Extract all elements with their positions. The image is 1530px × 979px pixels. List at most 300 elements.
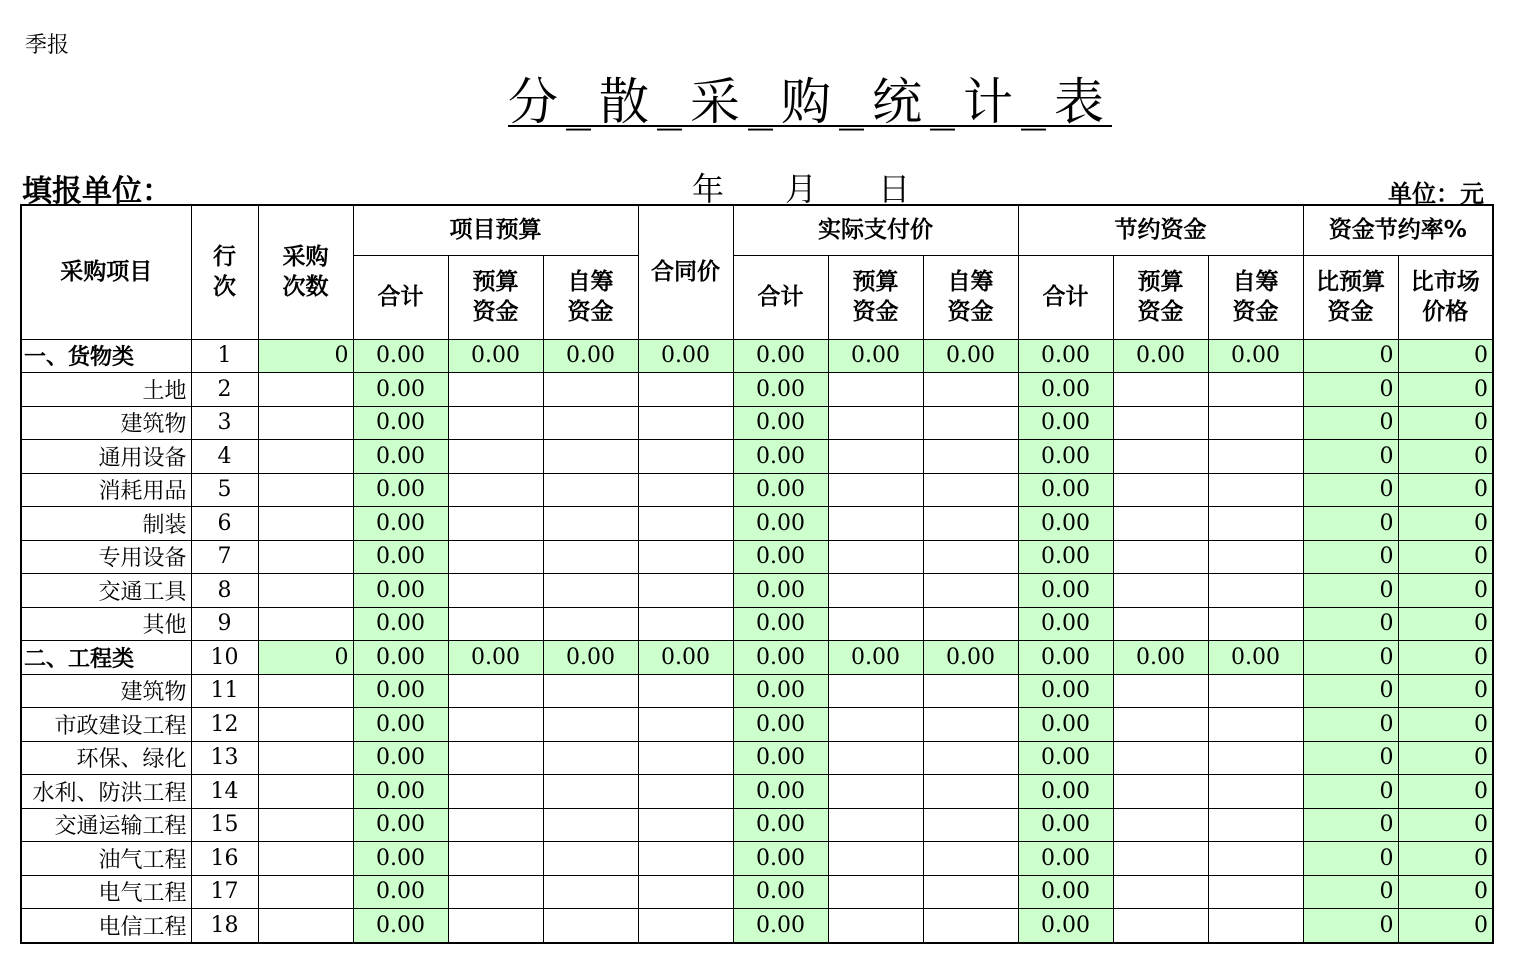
cell-b-self	[543, 674, 638, 708]
cell-b-budget	[448, 406, 543, 440]
cell-count	[258, 875, 353, 909]
cell-s-budget	[1113, 842, 1208, 876]
cell-s-total: 0.00	[1018, 574, 1113, 608]
cell-s-budget	[1113, 406, 1208, 440]
cell-r-budget: 0	[1303, 708, 1398, 742]
cell-count: 0	[258, 339, 353, 373]
cell-s-budget: 0.00	[1113, 339, 1208, 373]
cell-a-budget	[828, 674, 923, 708]
cell-r-market: 0	[1398, 507, 1493, 541]
cell-contract	[638, 574, 733, 608]
cell-a-total: 0.00	[733, 674, 828, 708]
cell-a-budget	[828, 708, 923, 742]
cell-contract	[638, 875, 733, 909]
cell-s-total: 0.00	[1018, 708, 1113, 742]
cell-a-self	[923, 473, 1018, 507]
cell-s-self	[1208, 440, 1303, 474]
cell-s-self	[1208, 574, 1303, 608]
cell-a-self	[923, 775, 1018, 809]
cell-a-total: 0.00	[733, 741, 828, 775]
cell-r-market: 0	[1398, 808, 1493, 842]
cell-a-budget: 0.00	[828, 339, 923, 373]
cell-s-self	[1208, 473, 1303, 507]
cell-b-total: 0.00	[353, 473, 448, 507]
cell-name: 建筑物	[21, 674, 191, 708]
cell-name: 电信工程	[21, 909, 191, 943]
cell-b-self	[543, 808, 638, 842]
cell-s-self	[1208, 842, 1303, 876]
cell-count	[258, 507, 353, 541]
cell-contract	[638, 842, 733, 876]
cell-r-budget: 0	[1303, 540, 1398, 574]
cell-a-budget	[828, 473, 923, 507]
cell-b-self	[543, 507, 638, 541]
cell-count	[258, 406, 353, 440]
table-row	[21, 708, 1493, 742]
cell-name: 交通工具	[21, 574, 191, 608]
cell-s-total: 0.00	[1018, 440, 1113, 474]
cell-b-total: 0.00	[353, 909, 448, 943]
cell-b-budget	[448, 607, 543, 641]
cell-r-market: 0	[1398, 339, 1493, 373]
cell-count	[258, 373, 353, 407]
cell-s-budget	[1113, 440, 1208, 474]
cell-r-budget: 0	[1303, 373, 1398, 407]
cell-b-self	[543, 373, 638, 407]
cell-b-self	[543, 741, 638, 775]
cell-r-market: 0	[1398, 641, 1493, 675]
cell-b-budget	[448, 775, 543, 809]
cell-r-budget: 0	[1303, 473, 1398, 507]
cell-name: 建筑物	[21, 406, 191, 440]
cell-a-budget	[828, 507, 923, 541]
cell-a-budget	[828, 607, 923, 641]
cell-a-budget	[828, 440, 923, 474]
cell-s-self: 0.00	[1208, 339, 1303, 373]
cell-b-budget	[448, 574, 543, 608]
header-item: 采购项目	[21, 205, 191, 339]
cell-a-budget	[828, 373, 923, 407]
cell-b-total: 0.00	[353, 507, 448, 541]
cell-a-total: 0.00	[733, 808, 828, 842]
cell-b-total: 0.00	[353, 641, 448, 675]
cell-count	[258, 607, 353, 641]
table-row	[21, 842, 1493, 876]
table-row	[21, 440, 1493, 474]
cell-a-self	[923, 674, 1018, 708]
cell-name: 专用设备	[21, 540, 191, 574]
cell-a-self: 0.00	[923, 339, 1018, 373]
cell-contract	[638, 808, 733, 842]
cell-b-self	[543, 440, 638, 474]
cell-a-budget	[828, 574, 923, 608]
header-budget-self-fund: 自筹资金	[543, 255, 638, 339]
cell-r-budget: 0	[1303, 507, 1398, 541]
table-row	[21, 473, 1493, 507]
cell-a-self	[923, 373, 1018, 407]
cell-a-total: 0.00	[733, 842, 828, 876]
header-budget-group: 项目预算	[353, 205, 638, 255]
header-vs-market: 比市场价格	[1398, 255, 1493, 339]
cell-a-self	[923, 507, 1018, 541]
cell-b-self	[543, 540, 638, 574]
cell-a-self	[923, 909, 1018, 943]
cell-b-budget	[448, 507, 543, 541]
header-purchase-count: 采购次数	[258, 205, 353, 339]
cell-b-budget	[448, 373, 543, 407]
table-row	[21, 406, 1493, 440]
cell-contract	[638, 674, 733, 708]
cell-no: 15	[191, 808, 258, 842]
cell-a-self: 0.00	[923, 641, 1018, 675]
cell-name: 其他	[21, 607, 191, 641]
cell-a-self	[923, 741, 1018, 775]
cell-b-self	[543, 406, 638, 440]
cell-b-budget	[448, 540, 543, 574]
table-row	[21, 373, 1493, 407]
table-row	[21, 607, 1493, 641]
cell-contract	[638, 406, 733, 440]
cell-a-self	[923, 875, 1018, 909]
header-contract-price: 合同价	[638, 205, 733, 339]
cell-a-self	[923, 842, 1018, 876]
cell-count	[258, 440, 353, 474]
cell-b-total: 0.00	[353, 406, 448, 440]
cell-s-self: 0.00	[1208, 641, 1303, 675]
cell-b-total: 0.00	[353, 339, 448, 373]
table-row	[21, 540, 1493, 574]
cell-a-total: 0.00	[733, 641, 828, 675]
cell-s-total: 0.00	[1018, 607, 1113, 641]
cell-s-budget	[1113, 909, 1208, 943]
cell-count	[258, 674, 353, 708]
cell-a-total: 0.00	[733, 607, 828, 641]
cell-count	[258, 741, 353, 775]
cell-a-self	[923, 808, 1018, 842]
cell-a-total: 0.00	[733, 373, 828, 407]
cell-no: 9	[191, 607, 258, 641]
cell-b-budget	[448, 909, 543, 943]
cell-b-total: 0.00	[353, 808, 448, 842]
cell-b-self	[543, 875, 638, 909]
cell-r-market: 0	[1398, 473, 1493, 507]
cell-a-self	[923, 440, 1018, 474]
cell-count	[258, 574, 353, 608]
cell-contract	[638, 775, 733, 809]
cell-s-total: 0.00	[1018, 909, 1113, 943]
cell-b-self	[543, 708, 638, 742]
cell-b-total: 0.00	[353, 373, 448, 407]
cell-no: 12	[191, 708, 258, 742]
cell-contract	[638, 607, 733, 641]
cell-r-budget: 0	[1303, 440, 1398, 474]
cell-a-self	[923, 607, 1018, 641]
cell-s-budget	[1113, 674, 1208, 708]
cell-b-total: 0.00	[353, 875, 448, 909]
cell-r-market: 0	[1398, 674, 1493, 708]
cell-r-budget: 0	[1303, 909, 1398, 943]
cell-a-budget: 0.00	[828, 641, 923, 675]
cell-no: 2	[191, 373, 258, 407]
cell-r-budget: 0	[1303, 808, 1398, 842]
cell-name: 土地	[21, 373, 191, 407]
cell-s-budget	[1113, 741, 1208, 775]
cell-r-market: 0	[1398, 540, 1493, 574]
cell-count	[258, 842, 353, 876]
cell-a-budget	[828, 741, 923, 775]
cell-b-budget	[448, 440, 543, 474]
cell-s-total: 0.00	[1018, 373, 1113, 407]
table-row	[21, 741, 1493, 775]
header-actual-budget-fund: 预算资金	[828, 255, 923, 339]
cell-a-budget	[828, 909, 923, 943]
cell-s-self	[1208, 909, 1303, 943]
cell-s-budget	[1113, 875, 1208, 909]
header-actual-group: 实际支付价	[733, 205, 1018, 255]
cell-s-total: 0.00	[1018, 507, 1113, 541]
cell-count	[258, 909, 353, 943]
cell-r-budget: 0	[1303, 842, 1398, 876]
cell-no: 1	[191, 339, 258, 373]
cell-name: 一、货物类	[21, 339, 191, 373]
cell-no: 11	[191, 674, 258, 708]
cell-a-total: 0.00	[733, 775, 828, 809]
cell-b-budget	[448, 741, 543, 775]
cell-s-self	[1208, 373, 1303, 407]
cell-s-total: 0.00	[1018, 842, 1113, 876]
header-rate-group: 资金节约率%	[1303, 205, 1493, 255]
cell-a-budget	[828, 540, 923, 574]
cell-s-total: 0.00	[1018, 775, 1113, 809]
cell-s-budget	[1113, 373, 1208, 407]
cell-s-budget	[1113, 808, 1208, 842]
procurement-stats-table	[20, 204, 1494, 944]
header-actual-total: 合计	[733, 255, 828, 339]
cell-s-budget	[1113, 708, 1208, 742]
cell-b-self	[543, 909, 638, 943]
cell-contract: 0.00	[638, 339, 733, 373]
cell-b-total: 0.00	[353, 574, 448, 608]
cell-s-budget	[1113, 507, 1208, 541]
table-row	[21, 641, 1493, 675]
cell-name: 通用设备	[21, 440, 191, 474]
cell-r-budget: 0	[1303, 339, 1398, 373]
cell-contract	[638, 909, 733, 943]
cell-contract	[638, 373, 733, 407]
cell-b-total: 0.00	[353, 842, 448, 876]
header-actual-self-fund: 自筹资金	[923, 255, 1018, 339]
cell-b-total: 0.00	[353, 674, 448, 708]
cell-b-total: 0.00	[353, 607, 448, 641]
cell-s-total: 0.00	[1018, 674, 1113, 708]
cell-b-self	[543, 574, 638, 608]
cell-name: 油气工程	[21, 842, 191, 876]
cell-b-budget	[448, 842, 543, 876]
header-saving-total: 合计	[1018, 255, 1113, 339]
cell-s-total: 0.00	[1018, 641, 1113, 675]
cell-r-market: 0	[1398, 373, 1493, 407]
cell-b-budget	[448, 708, 543, 742]
unit-label: 单位：元	[1388, 180, 1484, 208]
cell-s-self	[1208, 741, 1303, 775]
cell-s-total: 0.00	[1018, 741, 1113, 775]
table-row	[21, 808, 1493, 842]
cell-s-total: 0.00	[1018, 875, 1113, 909]
cell-contract	[638, 540, 733, 574]
cell-name: 消耗用品	[21, 473, 191, 507]
cell-b-self: 0.00	[543, 641, 638, 675]
cell-r-budget: 0	[1303, 741, 1398, 775]
cell-a-total: 0.00	[733, 875, 828, 909]
cell-a-total: 0.00	[733, 909, 828, 943]
table-row	[21, 339, 1493, 373]
cell-a-self	[923, 574, 1018, 608]
cell-a-total: 0.00	[733, 708, 828, 742]
cell-r-market: 0	[1398, 741, 1493, 775]
cell-count	[258, 775, 353, 809]
cell-s-budget	[1113, 574, 1208, 608]
cell-b-total: 0.00	[353, 741, 448, 775]
cell-contract	[638, 440, 733, 474]
cell-a-budget	[828, 842, 923, 876]
cell-b-self	[543, 473, 638, 507]
cell-contract	[638, 708, 733, 742]
cell-r-budget: 0	[1303, 607, 1398, 641]
cell-a-total: 0.00	[733, 406, 828, 440]
cell-name: 交通运输工程	[21, 808, 191, 842]
cell-r-market: 0	[1398, 775, 1493, 809]
cell-s-budget	[1113, 540, 1208, 574]
cell-b-self: 0.00	[543, 339, 638, 373]
cell-s-self	[1208, 674, 1303, 708]
cell-r-market: 0	[1398, 406, 1493, 440]
cell-name: 市政建设工程	[21, 708, 191, 742]
cell-s-self	[1208, 775, 1303, 809]
table-row	[21, 775, 1493, 809]
cell-b-budget	[448, 808, 543, 842]
cell-s-self	[1208, 540, 1303, 574]
header-saving-self-fund: 自筹资金	[1208, 255, 1303, 339]
cell-count	[258, 540, 353, 574]
cell-b-self	[543, 775, 638, 809]
cell-s-total: 0.00	[1018, 406, 1113, 440]
cell-name: 制装	[21, 507, 191, 541]
cell-s-self	[1208, 607, 1303, 641]
cell-b-self	[543, 607, 638, 641]
cell-b-budget	[448, 674, 543, 708]
cell-no: 6	[191, 507, 258, 541]
cell-no: 3	[191, 406, 258, 440]
header-vs-budget: 比预算资金	[1303, 255, 1398, 339]
cell-s-budget	[1113, 775, 1208, 809]
cell-s-self	[1208, 708, 1303, 742]
cell-r-budget: 0	[1303, 641, 1398, 675]
cell-b-budget: 0.00	[448, 641, 543, 675]
cell-no: 4	[191, 440, 258, 474]
cell-s-total: 0.00	[1018, 473, 1113, 507]
cell-s-budget	[1113, 607, 1208, 641]
page-title: 分_散_采_购_统_计_表	[508, 73, 1112, 131]
cell-s-self	[1208, 507, 1303, 541]
cell-r-market: 0	[1398, 842, 1493, 876]
cell-no: 5	[191, 473, 258, 507]
cell-a-self	[923, 540, 1018, 574]
cell-b-total: 0.00	[353, 708, 448, 742]
cell-b-budget	[448, 875, 543, 909]
cell-a-total: 0.00	[733, 473, 828, 507]
report-type-label: 季报	[25, 33, 70, 58]
cell-b-total: 0.00	[353, 440, 448, 474]
cell-no: 8	[191, 574, 258, 608]
cell-a-self	[923, 708, 1018, 742]
cell-s-self	[1208, 808, 1303, 842]
cell-r-market: 0	[1398, 909, 1493, 943]
cell-count	[258, 473, 353, 507]
cell-b-budget	[448, 473, 543, 507]
cell-count	[258, 808, 353, 842]
cell-r-budget: 0	[1303, 875, 1398, 909]
cell-a-self	[923, 406, 1018, 440]
cell-b-budget: 0.00	[448, 339, 543, 373]
header-budget-total: 合计	[353, 255, 448, 339]
cell-b-total: 0.00	[353, 775, 448, 809]
cell-a-total: 0.00	[733, 440, 828, 474]
cell-r-market: 0	[1398, 875, 1493, 909]
cell-a-budget	[828, 875, 923, 909]
cell-s-budget	[1113, 473, 1208, 507]
cell-s-budget: 0.00	[1113, 641, 1208, 675]
header-row-no: 行次	[191, 205, 258, 339]
cell-a-total: 0.00	[733, 507, 828, 541]
cell-contract	[638, 741, 733, 775]
date-label: 年 月 日	[692, 170, 911, 208]
cell-r-market: 0	[1398, 574, 1493, 608]
cell-no: 18	[191, 909, 258, 943]
cell-no: 16	[191, 842, 258, 876]
fill-unit-label: 填报单位：	[22, 174, 172, 209]
cell-a-budget	[828, 775, 923, 809]
cell-count	[258, 708, 353, 742]
cell-no: 7	[191, 540, 258, 574]
cell-s-total: 0.00	[1018, 339, 1113, 373]
cell-r-market: 0	[1398, 708, 1493, 742]
cell-s-self	[1208, 406, 1303, 440]
cell-contract	[638, 507, 733, 541]
cell-a-budget	[828, 406, 923, 440]
cell-s-total: 0.00	[1018, 540, 1113, 574]
cell-r-market: 0	[1398, 607, 1493, 641]
cell-contract: 0.00	[638, 641, 733, 675]
cell-name: 环保、绿化	[21, 741, 191, 775]
cell-r-market: 0	[1398, 440, 1493, 474]
cell-b-self	[543, 842, 638, 876]
cell-r-budget: 0	[1303, 674, 1398, 708]
cell-no: 14	[191, 775, 258, 809]
cell-r-budget: 0	[1303, 775, 1398, 809]
cell-name: 水利、防洪工程	[21, 775, 191, 809]
cell-no: 17	[191, 875, 258, 909]
cell-no: 13	[191, 741, 258, 775]
cell-a-budget	[828, 808, 923, 842]
table-row	[21, 875, 1493, 909]
cell-a-total: 0.00	[733, 540, 828, 574]
table-row	[21, 674, 1493, 708]
table-row	[21, 574, 1493, 608]
header-budget-budget-fund: 预算资金	[448, 255, 543, 339]
header-saving-group: 节约资金	[1018, 205, 1303, 255]
cell-s-total: 0.00	[1018, 808, 1113, 842]
table-row	[21, 507, 1493, 541]
